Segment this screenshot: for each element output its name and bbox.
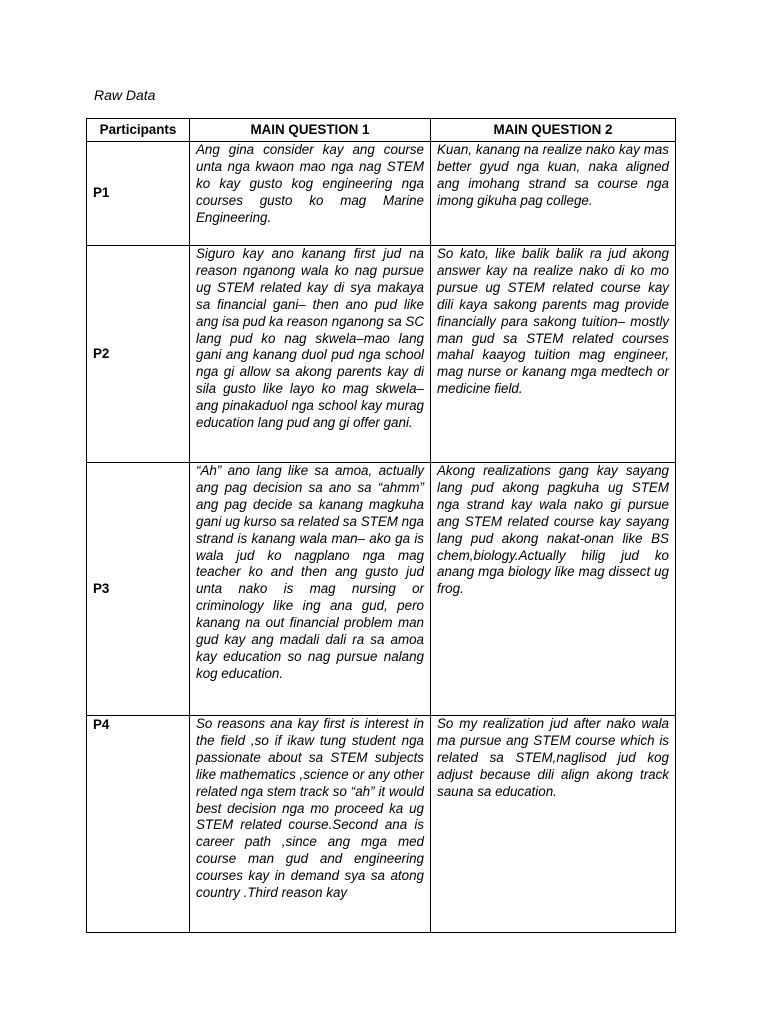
participant-id: P3 — [87, 463, 190, 716]
table-row — [87, 142, 676, 246]
answer-question-2: Akong realizations gang kay sayang lang pud akong pagkuha ug STEM nga strand kay wala nako gi pursue ang STEM related course kay sayang lang pud akong nakat-onan like BS chem,biology.Actually hilig jud ko anang mga biology like mag dissect ug frog. — [431, 463, 676, 716]
participant-id: P2 — [87, 246, 190, 463]
table-row — [87, 716, 676, 933]
answer-question-1: Siguro kay ano kanang first jud na reason nganong wala ko nag pursue ug STEM related kay di sya makaya sa financial gani– then ano pud like ang isa pud ka reason nganong sa SC lang pud ko nag skwela–mao lang gani ang kanang duol pud nga school nga gi allow sa akong parents kay di sila gusto like layo ko mag skwela–ang pinakaduol nga school kay murag education lang pud ang gi offer gani. — [190, 246, 431, 463]
answer-question-1: Ang gina consider kay ang course unta nga kwaon mao nga nag STEM ko kay gusto kog engineering nga courses gusto ko mag Marine Engineering. — [190, 142, 431, 246]
answer-question-1: So reasons ana kay first is interest in the field ,so if ikaw tung student nga passionate about sa STEM subjects like mathematics ,science or any other related nga stem track so “ah” it would best decision nga mo proceed ka ug STEM related course.Second ana is career path ,since ang mga med course man gud and engineering courses kay in demand sya sa atong country .Third reason kay — [190, 716, 431, 933]
answer-question-1: “Ah” ano lang like sa amoa, actually ang pag decision sa ano sa “ahmm” ang pag decide sa kanang magkuha gani ug kurso sa related sa STEM nga strand is kanang wala man– ako ga is wala jud ko nagplano nga mag teacher ko and then ang gusto jud unta nako is mag nursing or criminology like ing ana gud, pero kanang na out financial problem man gud kay ang madali dali ra sa amoa kay education so nag pursue nalang kog education. — [190, 463, 431, 716]
raw-data-table — [86, 118, 676, 933]
header-main-question-1: MAIN QUESTION 1 — [190, 119, 431, 142]
table-header-row — [87, 119, 676, 142]
table-row — [87, 246, 676, 463]
participant-id: P1 — [87, 142, 190, 246]
header-participants: Participants — [87, 119, 190, 142]
participant-id: P4 — [87, 716, 190, 933]
answer-question-2: Kuan, kanang na realize nako kay mas better gyud nga kuan, naka aligned ang imohang strand sa course nga imong gikuha pag college. — [431, 142, 676, 246]
table-row — [87, 463, 676, 716]
answer-question-2: So my realization jud after nako wala ma pursue ang STEM course which is related sa STEM,naglisod jud kog adjust because dili align akong track sauna sa education. — [431, 716, 676, 933]
page-heading: Raw Data — [94, 87, 156, 103]
answer-question-2: So kato, like balik balik ra jud akong answer kay na realize nako di ko mo pursue ug STEM related course kay dili kaya sakong parents mag provide financially para sakong tuition– mostly man gud sa STEM related courses mahal kaayog tuition mag engineer, mag nurse or kanang mga medtech or medicine field. — [431, 246, 676, 463]
header-main-question-2: MAIN QUESTION 2 — [431, 119, 676, 142]
